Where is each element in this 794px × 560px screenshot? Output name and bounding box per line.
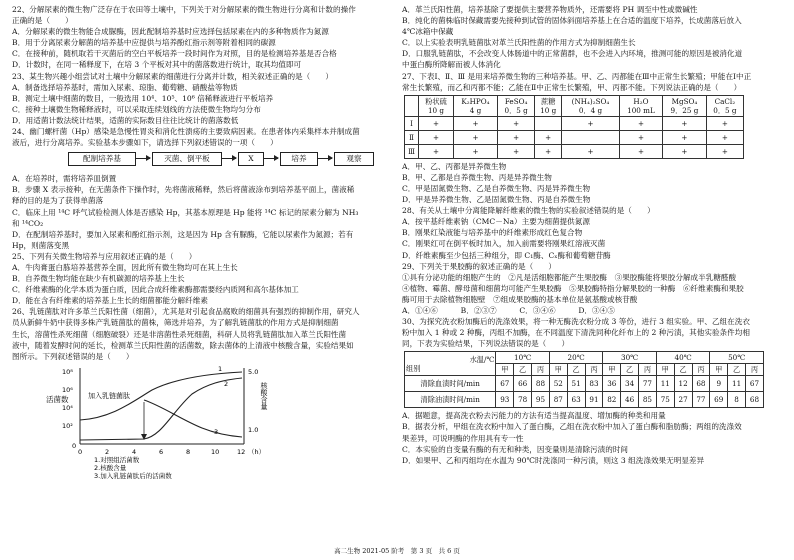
graph-y-tick: 10⁶ xyxy=(62,385,73,394)
question-30-option-c[interactable]: C．本实验的自变量有酶的有无和种类，因变量则是清除污渍的时间 xyxy=(402,444,629,454)
question-26 xyxy=(12,306,390,361)
temp-header: 30℃ xyxy=(603,352,656,364)
graph-x-tick: 4 xyxy=(132,447,137,456)
table-cell: + xyxy=(453,144,497,158)
graph-y-tick: 10⁴ xyxy=(62,403,73,412)
row-label: Ⅰ xyxy=(405,116,419,130)
question-23-stem: 23、某生物兴趣小组尝试对土壤中分解尿素的细菌进行分离并计数，相关叙述正确的是（ ） xyxy=(12,71,334,81)
table-row xyxy=(405,130,744,144)
table-cell: 36 xyxy=(603,376,621,392)
question-28-option-b[interactable]: B．刚果红染液能与培养基中的纤维素形成红色复合物 xyxy=(402,228,583,238)
row-label: 清除油渍时间/min xyxy=(405,392,496,408)
legend-item-2: 2.核酸含量 xyxy=(94,463,127,472)
question-26-stem-cont: 图所示。下列叙述错误的是（ ） xyxy=(12,351,134,361)
ingredient-name: H₂O xyxy=(633,96,649,106)
question-23-option-d[interactable]: D．用适菌计数法统计结果，适菌的实际数目往往比统计的菌落数低 xyxy=(12,115,239,125)
question-30-stem: 30、为探究洗衣粉加酶后的洗涤效果，将一种无酶洗衣粉分成 3 等份，进行 3 组实验。甲、乙组在洗衣 xyxy=(402,317,750,327)
group-header: 丙 xyxy=(585,364,603,376)
question-24 xyxy=(12,126,390,251)
table-cell: 63 xyxy=(567,392,585,408)
question-25-option-a[interactable]: A．牛肉膏蛋白胨培养基营养全面，因此所有微生物均可在其上生长 xyxy=(12,262,238,272)
table-cell: 85 xyxy=(639,392,657,408)
table-cell: + xyxy=(663,130,707,144)
table-cell: + xyxy=(562,144,620,158)
flow-arrow xyxy=(222,158,236,159)
graph-x-tick: 0 xyxy=(78,447,83,456)
flow-arrow xyxy=(136,158,150,159)
question-29-statements: ①具有分泌功能的细胞产生的 ②凡是活细胞都能产生果胶酶 ③果胶酶能将果胶分解成半乳糖醛酸 xyxy=(402,272,737,282)
table-header-cell xyxy=(562,95,620,116)
table-cell: + xyxy=(498,144,535,158)
question-26-stem-cont: 液中，随着发酵时间的延长，检测革兰氏阳性菌的活菌数，除去菌体的上清液中核酸含量，实验结果如 xyxy=(12,340,354,350)
table-cell: 77 xyxy=(692,392,710,408)
table-cell: + xyxy=(453,116,497,130)
flow-step-sterilize-pour: 灭菌、倒平板 xyxy=(152,152,222,166)
table-cell: + xyxy=(663,116,707,130)
group-header: 甲 xyxy=(710,364,728,376)
question-25-option-c[interactable]: C．纤维素酶的化学本质为蛋白质，因此合成纤维素酶都需要经内质网和高尔基体加工 xyxy=(12,285,299,295)
question-22-option-d[interactable]: D．计数时，在同一稀释度下，在培 3 个平板对其中的菌落数进行统计，取其均值即可 xyxy=(12,60,302,70)
left-column xyxy=(12,4,390,480)
ingredient-name: CaCl₂ xyxy=(714,96,736,106)
table-cell: + xyxy=(663,144,707,158)
table-cell: 77 xyxy=(639,376,657,392)
table-cell: 93 xyxy=(496,392,514,408)
question-24-stem-cont: 液后，进行分离培养。实验基本步骤如下，请选择下列叙述错误的一项（ ） xyxy=(12,138,278,148)
graph-y-tick: 10⁸ xyxy=(62,367,73,376)
curve-label-1: 1 xyxy=(218,364,223,373)
table-header-cell xyxy=(498,95,535,116)
table-cell: + xyxy=(419,130,454,144)
question-24-option-b-cont: 释的目的是为了获得单菌落 xyxy=(12,196,104,206)
question-27-option-b[interactable]: B．甲、乙都是自养微生物、丙是异养微生物 xyxy=(402,172,552,182)
table-row xyxy=(405,144,744,158)
question-26-option-b-cont: 4℃冰箱中保藏 xyxy=(402,27,454,37)
question-28-stem: 28、有关从土壤中分离能降解纤维素的微生物的实验叙述错误的是（ ） xyxy=(402,206,655,216)
question-24-option-a[interactable]: A．在培养时，需将培养皿倒置 xyxy=(12,174,117,184)
question-26-option-d-cont: 中蛋白酶所降解而被人体消化 xyxy=(402,60,501,70)
question-24-option-d-cont: Hp，则菌落变黑 xyxy=(12,240,70,250)
table-cell: + xyxy=(535,144,562,158)
group-header: 丙 xyxy=(639,364,657,376)
ingredient-name: 粉状硫 xyxy=(425,96,447,106)
question-28-option-c[interactable]: C．刚果红可在倒平板时加入，加入前需要将刚果红溶液灭菌 xyxy=(402,239,606,249)
question-26-stem: 26、乳链菌肽对许多革兰氏阳性菌（细菌），尤其是对引起食品腐败的细菌具有强烈的抑制作用，研究人 xyxy=(12,307,360,317)
question-30-stem-cont: 同，下表为实验结果，下列说法错误的是（ ） xyxy=(402,339,570,349)
table-header-cell xyxy=(663,95,707,116)
group-header: 甲 xyxy=(656,364,674,376)
group-header: 乙 xyxy=(674,364,692,376)
legend-item-1: 1.对照组活菌数 xyxy=(94,455,140,464)
temp-header: 10℃ xyxy=(496,352,549,364)
question-29 xyxy=(402,261,784,316)
table-row xyxy=(405,376,764,392)
graph-annotation: 加入乳链菌肽 xyxy=(88,391,130,400)
flow-arrow xyxy=(318,158,332,159)
corner-label-group: 组别 xyxy=(406,363,421,373)
table-cell: + xyxy=(619,130,662,144)
ingredient-amount: 0．4 g xyxy=(578,105,603,115)
corner-label-temp: 水温/℃ xyxy=(469,354,495,364)
table-cell xyxy=(535,116,562,130)
question-22-option-a[interactable]: A．分解尿素的微生物能合成脲酶，因此配制培养基时应选择包括尿素在内的多种物质作为氮源 xyxy=(12,27,329,37)
ingredient-name: K₂HPO₄ xyxy=(461,96,490,106)
question-24-option-b[interactable]: B．步骤 X 表示接种，在无菌条件下操作时，先将菌液稀释，然后将菌液涂布到培养基平面上，菌液稀 xyxy=(12,185,355,195)
question-25 xyxy=(12,251,390,306)
bacteria-growth-graph xyxy=(32,362,292,480)
table-cell: + xyxy=(419,116,454,130)
question-27-stem-cont: 常生长繁殖，而乙和丙都不能；乙能在Ⅱ中正常生长繁殖，甲、丙都不能。下列说法正确的是（ ） xyxy=(402,82,742,92)
question-27-option-a[interactable]: A．甲、乙、丙都是异养微生物 xyxy=(402,161,507,171)
ingredient-name: MgSO₄ xyxy=(671,96,698,106)
question-27-stem: 27、下表Ⅰ、Ⅱ、Ⅲ 是用来培养微生物的三种培养基。甲、乙、丙都能在Ⅲ中正常生长繁殖；甲能在Ⅰ中正 xyxy=(402,71,752,81)
table-cell: 68 xyxy=(746,392,764,408)
group-header: 丙 xyxy=(692,364,710,376)
question-29-options[interactable]: A．①④⑥ B．②③⑦ C．③④⑥ D．③④⑤ xyxy=(402,305,615,315)
group-header: 乙 xyxy=(567,364,585,376)
group-header: 乙 xyxy=(728,364,746,376)
table-cell: 82 xyxy=(603,392,621,408)
ingredient-amount: 0．5 g xyxy=(713,105,737,115)
table-cell: 83 xyxy=(585,376,603,392)
question-26-option-a[interactable]: A．革兰氏阳性菌，培养基除了要提供主要营养物质外，还需要将 PH 调至中性或微碱性 xyxy=(402,5,698,14)
ingredient-name: (NH₄)₂SO₄ xyxy=(571,96,610,106)
question-23-option-c[interactable]: C．接种土壤微生物稀释液时，可以采取连续划线的方法使微生物均匀分布 xyxy=(12,104,261,114)
flow-step-observe: 观察 xyxy=(334,152,374,166)
table-cell: 11 xyxy=(656,376,674,392)
table-cell: + xyxy=(706,130,743,144)
flow-step-prepare-medium: 配制培养基 xyxy=(68,152,136,166)
legend-item-3: 3.加入乳链菌肽后的活菌数 xyxy=(94,471,172,480)
question-22-option-c[interactable]: C．在接种前，随机取若干灭菌后的空白平板培养一段时间作为对照，目的是检测培养基是否合格 xyxy=(12,49,337,59)
group-header: 丙 xyxy=(532,364,550,376)
question-26-option-b[interactable]: B．纯化的菌株临时保藏需要先接种到试管的固体斜面培养基上在合适的温度下培养，长成菌落后放入 xyxy=(402,16,742,26)
flow-step-culture: 培养 xyxy=(280,152,318,166)
group-header: 丙 xyxy=(746,364,764,376)
question-27-option-d[interactable]: D．甲是异养微生物、乙是固氮微生物、丙是自养微生物 xyxy=(402,195,591,205)
graph-x-tick: 12 xyxy=(237,447,246,456)
question-24-option-c[interactable]: C．临床上用 ¹⁴C 呼气试验检测人体是否感染 Hp，其基本原理是 Hp 能将 ¹⁴C 标记的尿素分解为 NH₃ xyxy=(12,207,359,217)
right-column xyxy=(402,4,784,466)
group-header: 甲 xyxy=(549,364,567,376)
question-30 xyxy=(402,316,784,466)
table-corner xyxy=(405,95,419,116)
question-25-stem: 25、下列有关微生物培养与应用叙述正确的是（ ） xyxy=(12,251,197,261)
row-label: Ⅲ xyxy=(405,144,419,158)
group-header: 乙 xyxy=(514,364,532,376)
table-cell: + xyxy=(498,130,535,144)
question-29-statements: 酶可用于去除植物细胞壁 ⑦组成果胶酶的基本单位是氨基酸或核苷酸 xyxy=(402,294,638,304)
question-23-option-a[interactable]: A．制备选择培养基时，需加入尿素、琼脂、葡萄糖、硝酸盐等物质 xyxy=(12,82,238,92)
table-header-cell xyxy=(453,95,497,116)
temp-header: 40℃ xyxy=(656,352,709,364)
table-cell: 9 xyxy=(710,376,728,392)
question-26-options xyxy=(402,4,784,71)
table-cell: 88 xyxy=(532,376,550,392)
table-cell: 52 xyxy=(549,376,567,392)
ingredient-amount: 4 g xyxy=(469,105,482,115)
wash-table xyxy=(404,351,764,408)
question-24-option-d[interactable]: D．在配制培养基时，要加入尿素和酚红指示剂，这是因为 Hp 含有脲酶，它能以尿素作为氮源；若有 xyxy=(12,229,354,239)
table-cell: 95 xyxy=(532,392,550,408)
table-cell: + xyxy=(498,116,535,130)
question-22 xyxy=(12,4,390,71)
question-29-stem: 29、下列关于果胶酶的叙述正确的是（ ） xyxy=(402,261,556,271)
flow-arrow xyxy=(264,158,278,159)
table-cell: 87 xyxy=(549,392,567,408)
question-28-option-a[interactable]: A．按平基纤维素钠（CMC－Na）主要为细菌提供氮源 xyxy=(402,217,590,227)
table-cell: 68 xyxy=(692,376,710,392)
table-cell: 91 xyxy=(585,392,603,408)
table-cell: 67 xyxy=(496,376,514,392)
table-cell: 46 xyxy=(621,392,639,408)
group-header: 乙 xyxy=(621,364,639,376)
question-26-option-d[interactable]: D．口服乳链菌肽，不会改变人体肠道中的正常菌群，也不会进入内环境，推测可能的原因是被消化道 xyxy=(402,49,743,59)
temp-header: 20℃ xyxy=(549,352,602,364)
group-header: 甲 xyxy=(496,364,514,376)
ingredient-amount: 10 g xyxy=(540,105,557,115)
ingredient-amount: 0．5 g xyxy=(504,105,528,115)
table-cell: + xyxy=(619,144,662,158)
question-26-stem-cont: 生长，溶菌性杀死细菌（细胞破裂）还是非溶菌性杀死细菌，科研人员将乳链菌肽加入革兰氏阳性菌 xyxy=(12,329,347,339)
table-header-cell xyxy=(535,95,562,116)
table-cell: 27 xyxy=(674,392,692,408)
graph-right-label: 核酸含量 xyxy=(260,381,268,410)
table-header-cell xyxy=(619,95,662,116)
ingredient-name: FeSO₄ xyxy=(504,96,528,106)
question-22-stem-cont: 正确的是（ ） xyxy=(12,16,73,26)
graph-right-tick: 5.0 xyxy=(248,367,259,376)
question-27 xyxy=(402,71,784,206)
table-cell: + xyxy=(706,116,743,130)
graph-y-tick: 10² xyxy=(62,421,73,430)
question-27-option-c[interactable]: C．甲是固氮微生物、乙是自养微生物、丙是异养微生物 xyxy=(402,183,591,193)
graph-x-tick: 6 xyxy=(159,447,164,456)
graph-right-tick: 1.0 xyxy=(248,425,259,434)
table-cell: 11 xyxy=(728,376,746,392)
procedure-flowchart xyxy=(12,150,390,170)
graph-x-tick: 8 xyxy=(186,447,191,456)
table-header-cell xyxy=(706,95,743,116)
question-22-stem: 22、分解尿素的微生物广泛存在于农田等土壤中，下列关于对分解尿素的微生物进行分离和计数的操作 xyxy=(12,5,356,14)
table-cell: 78 xyxy=(514,392,532,408)
flow-step-x: X xyxy=(238,152,264,166)
question-24-stem: 24、幽门螺杆菌（Hp）感染是急慢性胃炎和消化性溃疡的主要致病因素。在患者体内采集样本并制成菌 xyxy=(12,127,360,137)
medium-table xyxy=(404,95,744,159)
table-cell: 69 xyxy=(710,392,728,408)
question-22-option-b[interactable]: B．用于分离尿素分解菌的培养基中应提供与培养酚红指示剂等附着相同的碳源 xyxy=(12,38,276,48)
table-row xyxy=(405,116,744,130)
question-28-option-d[interactable]: D．纤维素酶至少包括三种组分，即 C₁酶、Cₓ酶和葡萄糖苷酶 xyxy=(402,250,611,260)
table-cell: + xyxy=(419,144,454,158)
ingredient-name: 蔗糖 xyxy=(541,96,556,106)
question-23 xyxy=(12,71,390,126)
table-cell: + xyxy=(706,144,743,158)
table-cell: 8 xyxy=(728,392,746,408)
table-row xyxy=(405,392,764,408)
graph-x-tick: 2 xyxy=(105,447,110,456)
table-cell xyxy=(562,130,620,144)
table-cell: 75 xyxy=(656,392,674,408)
question-30-option-b[interactable]: B．据表分析，甲组在洗衣粉中加入了蛋白酶，乙组在洗衣粉中加入了蛋白酶和脂肪酶；两组的洗涤效 xyxy=(402,422,742,432)
graph-y-label: 活菌数 xyxy=(46,394,69,404)
table-cell: 51 xyxy=(567,376,585,392)
question-30-option-a[interactable]: A．据题意，提高洗衣粉去污能力的方法有适当提高温度、增加酶的种类和用量 xyxy=(402,411,666,421)
question-30-stem-cont: 粉中加入 1 种或 2 种酶，丙组不加酶，在不同温度下清洗同种化纤布上的 2 种污渍，其他实验条件均相 xyxy=(402,328,750,338)
question-28 xyxy=(402,205,784,260)
question-30-option-d[interactable]: D．如果甲、乙和丙组均在水温为 90℃时洗涤同一种污渍，则这 3 组洗涤效果无明显差异 xyxy=(402,455,705,465)
row-label: Ⅱ xyxy=(405,130,419,144)
question-25-option-b[interactable]: B．自养微生物均能在缺少有机碳源的培养基上生长 xyxy=(12,274,185,284)
table-header-cell xyxy=(419,95,454,116)
graph-x-tick: 10 xyxy=(211,447,220,456)
temp-header: 50℃ xyxy=(710,352,764,364)
table-cell: + xyxy=(535,130,562,144)
graph-x-unit: （h） xyxy=(248,447,266,456)
question-23-option-b[interactable]: B．测定土壤中细菌的数目，一般选用 10⁴、10⁵、10⁶ 倍稀释液进行平板培养 xyxy=(12,93,274,103)
row-label: 清除血渍时间/min xyxy=(405,376,496,392)
question-26-option-c[interactable]: C．以上实验表明乳链菌肽对革兰氏阳性菌的作用方式为抑制细菌生长 xyxy=(402,38,636,48)
question-26-stem-cont: 员从新鲜牛奶中获得多株产乳链菌肽的菌株，筛选并培养，为了解乳链菌肽的作用方式是抑制细菌 xyxy=(12,318,339,328)
ingredient-amount: 9．25 g xyxy=(670,105,699,115)
question-25-option-d[interactable]: D．能在含有纤维素的培养基上生长的细菌都能分解纤维素 xyxy=(12,296,208,306)
question-29-statements: ④植物、霉菌、酵母菌和细菌均可能产生果胶酶 ⑤果胶酶特指分解果胶的一种酶 ⑥纤维素酶和果胶 xyxy=(402,283,744,293)
table-cell: 67 xyxy=(746,376,764,392)
question-30-option-b-cont: 果差异，可说明酶的作用具有专一性 xyxy=(402,433,524,443)
curve-label-3: 3 xyxy=(214,427,219,436)
table-cell: 34 xyxy=(621,376,639,392)
question-24-option-c-cont: 和 ¹⁴CO₂ xyxy=(12,218,44,228)
ingredient-amount: 10 g xyxy=(427,105,445,115)
group-header: 甲 xyxy=(603,364,621,376)
table-cell: 12 xyxy=(674,376,692,392)
graph-y-tick: 0 xyxy=(72,441,77,450)
curve-label-2: 2 xyxy=(224,379,229,388)
table-cell: + xyxy=(453,130,497,144)
table-cell: 66 xyxy=(514,376,532,392)
page-footer: 高二生物 2021-05 阶考 第 3 页 共 6 页 xyxy=(334,547,460,555)
table-corner xyxy=(405,352,496,376)
ingredient-amount: 100 mL xyxy=(627,105,655,115)
table-cell: + xyxy=(619,116,662,130)
table-cell: + xyxy=(562,116,620,130)
